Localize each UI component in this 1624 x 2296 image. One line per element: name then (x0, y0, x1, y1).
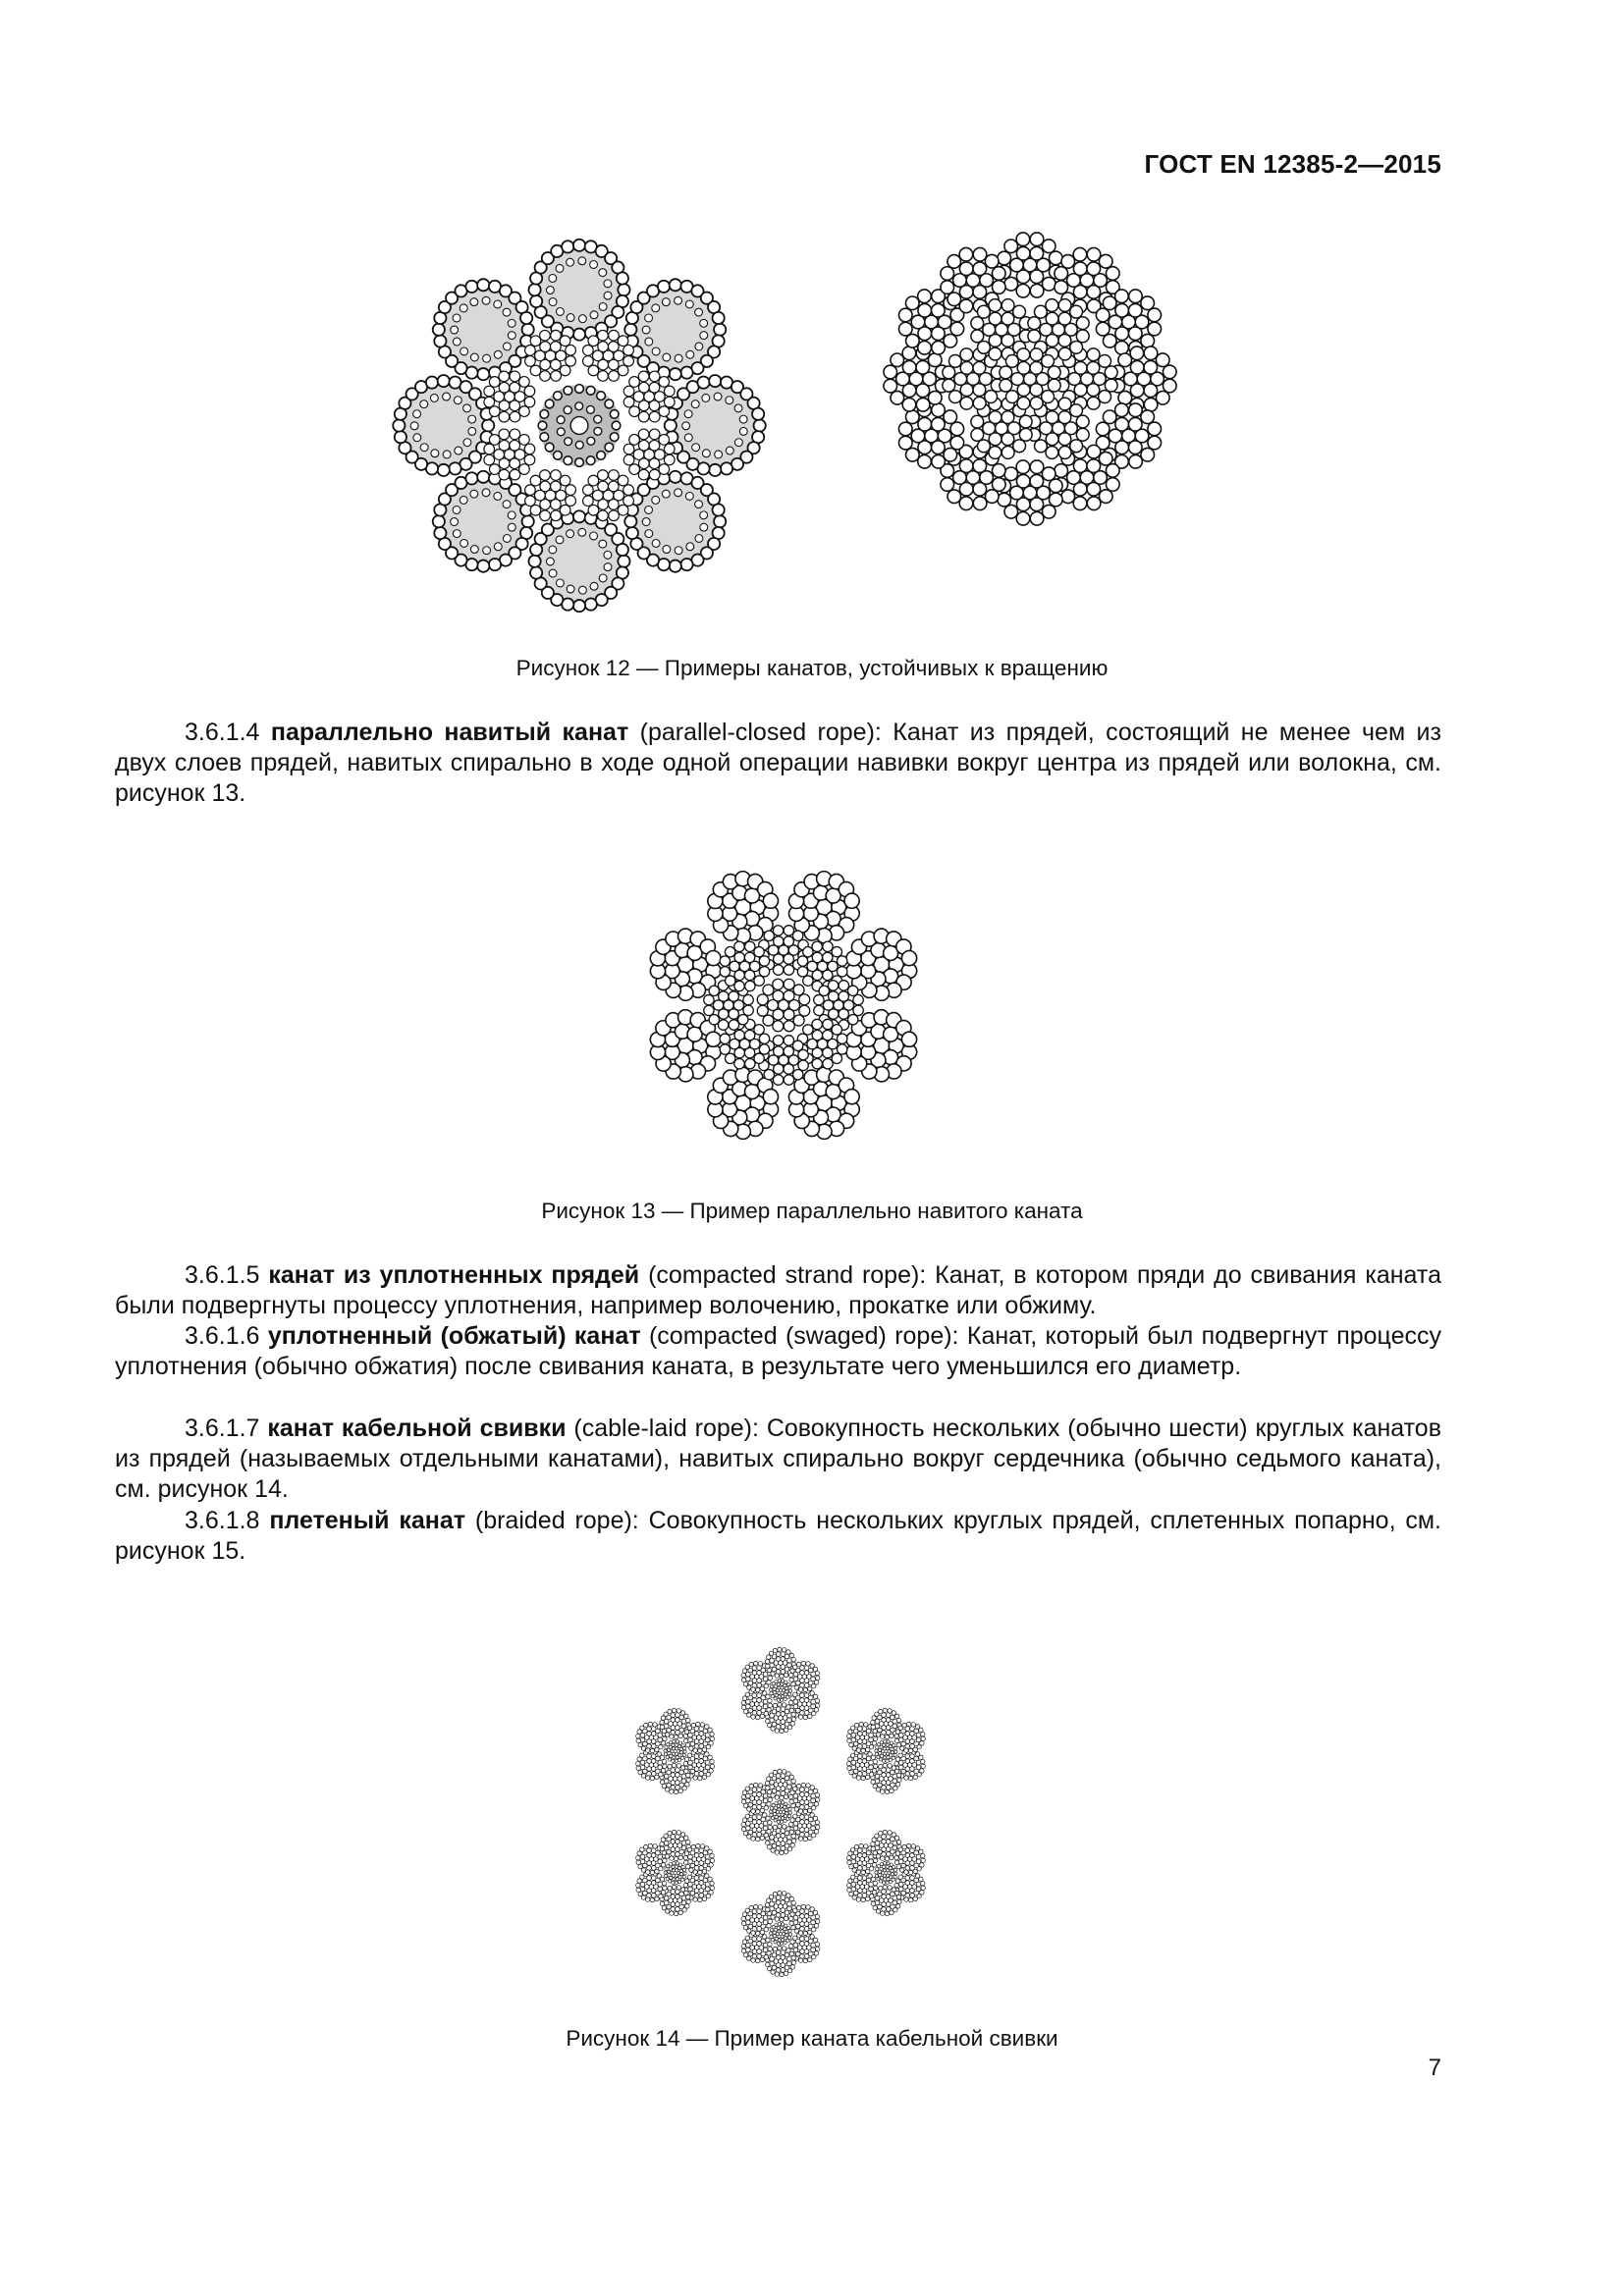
figure-14-caption: Рисунок 14 — Пример каната кабельной свивки (566, 2026, 1058, 2051)
rope-cross-section-icon (383, 232, 776, 619)
rope-cross-section-icon (880, 232, 1180, 526)
paragraph-3-6-1-5: 3.6.1.5 канат из уплотненных прядей (compacted strand rope): Канат, в котором пряди до свивания каната были подвергнуты процессу уплотнения, например волочению, прокатке или обжиму. (115, 1261, 1441, 1319)
figure-12-rotation-resistant-rope-left (383, 232, 776, 619)
paragraph-3-6-1-8: 3.6.1.8 плетеный канат (braided rope): Совокупность нескольких круглых прядей, сплетенных попарно, см. рисунок 15. (115, 1507, 1442, 1565)
figure-14-cable-laid-rope (614, 1616, 947, 2008)
figure-12-rotation-resistant-rope-right (880, 232, 1180, 526)
rope-cross-section-icon (622, 843, 946, 1167)
figure-13-caption: Рисунок 13 — Пример параллельно навитого каната (541, 1199, 1083, 1223)
paragraph-3-6-1-4: 3.6.1.4 параллельно навитый канат (parallel-closed rope): Канат из прядей, состоящий не менее чем из двух слоев прядей, навитых спирально в ходе одной операции навивки вокруг центра из прядей или волокна, см. рисунок 13. (115, 719, 1441, 807)
figure-13-parallel-closed-rope (622, 843, 946, 1167)
rope-cross-section-icon (614, 1616, 947, 2008)
document-header: ГОСТ EN 12385-2—2015 (1144, 149, 1441, 179)
figure-12-caption: Рисунок 12 — Примеры канатов, устойчивых к вращению (515, 656, 1109, 680)
page-number: 7 (1428, 2055, 1441, 2081)
paragraph-3-6-1-6: 3.6.1.6 уплотненный (обжатый) канат (compacted (swaged) rope): Канат, который был подвергнут процессу уплотнения (обычно обжатия) после свивания каната, в результате чего уменьшился его диаметр. (115, 1322, 1441, 1380)
paragraph-3-6-1-7: 3.6.1.7 канат кабельной свивки (cable-laid rope): Совокупность нескольких (обычно шести) круглых канатов из прядей (называемых отдельными канатами), навитых спирально вокруг сердечника (обычно седьмого каната), см. рисунок 14. (115, 1415, 1441, 1503)
